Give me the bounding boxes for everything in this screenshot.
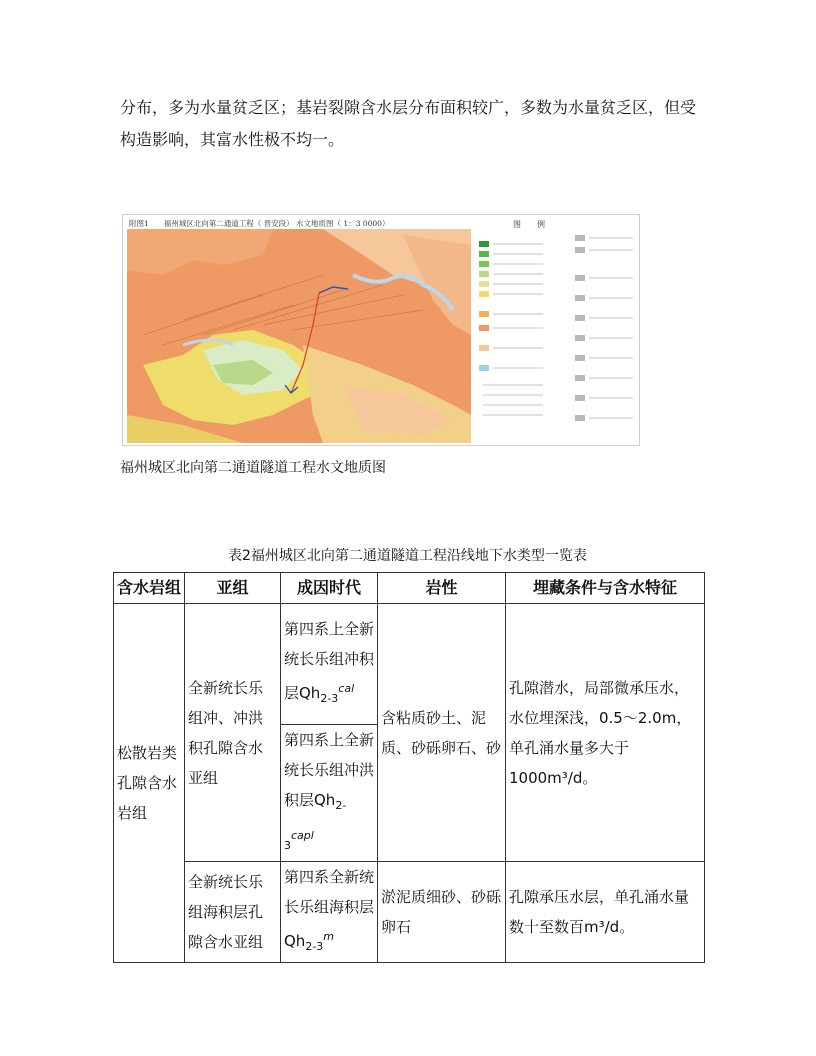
table-row bbox=[114, 604, 705, 725]
cell-subgroup-2: 全新统长乐组海积层孔隙含水亚组 bbox=[185, 862, 281, 963]
age-1b-superscript: capl bbox=[291, 829, 314, 842]
hydrogeological-map-figure bbox=[122, 214, 640, 446]
header-genesis-age: 成因时代 bbox=[281, 573, 378, 604]
cell-lithology-2: 淤泥质细砂、砂砾卵石 bbox=[378, 862, 506, 963]
age-2-subscript: 2-3 bbox=[305, 940, 324, 953]
map-legend bbox=[475, 219, 637, 443]
table-title: 表2福州城区北向第二通道隧道工程沿线地下水类型一览表 bbox=[228, 548, 587, 564]
figure-caption: 福州城区北向第二通道隧道工程水文地质图 bbox=[120, 460, 386, 476]
age-1b-text: 第四系上全新统长乐组冲洪积层Qh bbox=[284, 731, 375, 809]
groundwater-type-table bbox=[113, 572, 705, 963]
age-2-superscript: m bbox=[323, 930, 335, 943]
cell-lithology-1: 含粘质砂土、泥质、砂砾卵石、砂 bbox=[378, 604, 506, 862]
age-1a-superscript: cal bbox=[338, 682, 355, 695]
map-header: 附图1 福州城区北向第二通道工程（ 晋安段） 水文地质图（ 1：3 0000） bbox=[129, 219, 390, 228]
cell-age-1a bbox=[281, 604, 378, 725]
cell-age-1b bbox=[281, 725, 378, 862]
body-paragraph bbox=[120, 92, 710, 156]
header-features: 埋藏条件与含水特征 bbox=[506, 573, 705, 604]
header-lithology: 岩性 bbox=[378, 573, 506, 604]
paragraph-line-1: 分布，多为水量贫乏区；基岩裂隙含水层分布面积较广，多数为水量贫乏区，但受 bbox=[120, 98, 697, 117]
header-aquifer-group: 含水岩组 bbox=[114, 573, 185, 604]
map-graphic bbox=[123, 215, 639, 445]
header-subgroup: 亚组 bbox=[185, 573, 281, 604]
age-1a-subscript: 2-3 bbox=[320, 692, 339, 705]
age-2-text: 第四系全新统长乐组海积层Qh bbox=[284, 868, 375, 950]
cell-features-2: 孔隙承压水层，单孔涌水量数十至数百m³/d。 bbox=[506, 862, 705, 963]
cell-subgroup-1: 全新统长乐组冲、冲洪积孔隙含水亚组 bbox=[185, 604, 281, 862]
age-1a-text: 第四系上全新统长乐组冲积层Qh bbox=[284, 620, 375, 702]
table-row bbox=[114, 862, 705, 963]
legend-title: 图 例 bbox=[513, 220, 545, 229]
cell-features-1: 孔隙潜水，局部微承压水，水位埋深浅，0.5～2.0m，单孔涌水量多大于1000m³/d。 bbox=[506, 604, 705, 862]
paragraph-line-2: 构造影响，其富水性极不均一。 bbox=[120, 130, 345, 149]
table-header-row bbox=[114, 573, 705, 604]
map-area bbox=[127, 229, 471, 443]
cell-aquifer-group: 松散岩类孔隙含水岩组 bbox=[114, 604, 185, 963]
age-1b-subscript: 2-3 bbox=[284, 799, 347, 852]
cell-age-2 bbox=[281, 862, 378, 963]
